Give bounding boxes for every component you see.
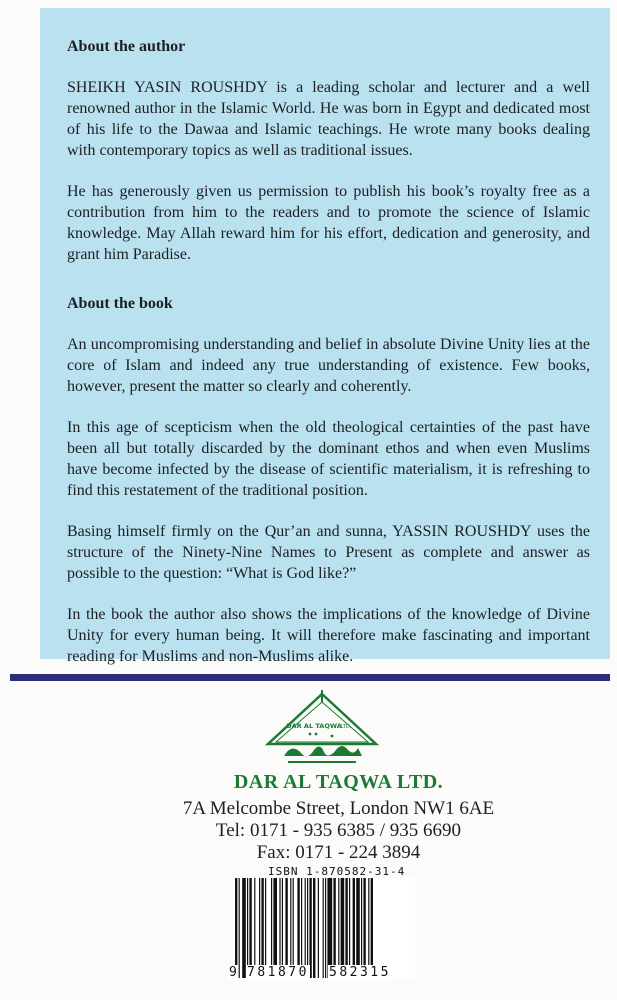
logo-ltd: LTD. (340, 724, 352, 730)
barcode-digit-first: 9 (229, 965, 237, 980)
barcode-digits-group-2: 582315 (329, 965, 391, 980)
barcode-bar (282, 878, 283, 978)
barcode-bar (371, 878, 373, 978)
author-paragraph-1: SHEIKH YASIN ROUSHDY is a leading scholar and lecturer and a well renowned author in the Islamic World. He was born in Egypt and dedicated most of his life to the Dawaa and Islamic teachings. He wrote many books dealing with contemporary topics as well as traditional issues. (67, 79, 590, 159)
isbn-barcode (233, 878, 415, 978)
barcode-bar (265, 878, 266, 978)
barcode-bar (249, 878, 251, 978)
publisher-address: 7A Melcombe Street, London NW1 6AE (182, 798, 495, 819)
barcode-bar (325, 878, 326, 978)
author-paragraph-2: He has generously given us permission to publish his book’s royalty free as a contribution from him to the readers and to promote the science of Islamic knowledge. May Allah reward him for his effort, dedication and generosity, and grant him Paradise. (67, 183, 590, 263)
barcode-bar (309, 878, 311, 978)
barcode-bar (338, 878, 339, 978)
book-paragraph-1: An uncompromising understanding and belief in absolute Divine Unity lies at the core of Islam and indeed any true understanding of existence. Few books, however, present the matter so clearly and coherently. (67, 336, 590, 395)
publisher-fax: Fax: 0171 - 224 3894 (256, 842, 421, 863)
barcode-bar (363, 878, 365, 978)
barcode-bar (307, 878, 308, 978)
barcode-bar (333, 878, 335, 978)
barcode-bar (290, 878, 291, 978)
barcode-bar (327, 878, 332, 978)
barcode-bar (356, 878, 360, 978)
barcode-bar (247, 878, 248, 978)
barcode-bar (349, 878, 350, 978)
barcode-bar (239, 878, 240, 978)
barcode-bar (361, 878, 362, 978)
book-paragraph-3: Basing himself firmly on the Qur’an and sunna, YASSIN ROUSHDY uses the structure of the Ninety-Nine Names to Present as complete and answer as possible to the question: “What is God like?” (67, 523, 590, 582)
barcode-bar (305, 878, 306, 978)
about-author-heading: About the author (67, 38, 186, 55)
divider-rule (10, 674, 610, 681)
barcode-bar (285, 878, 287, 978)
barcode-bar (368, 878, 369, 978)
barcode-bar (273, 878, 277, 978)
barcode-bar (313, 878, 315, 978)
book-paragraph-4: In the book the author also shows the implications of the knowledge of Divine Unity for every human being. It will therefore make fascinating and important reading for Muslims and non-Muslims alike. (67, 606, 590, 665)
barcode-bar (345, 878, 347, 978)
barcode-bar (293, 878, 294, 978)
about-book-heading: About the book (67, 295, 173, 312)
barcode-bar (279, 878, 280, 978)
publisher-telephone: Tel: 0171 - 935 6385 / 935 6690 (215, 820, 462, 841)
barcode-bar (297, 878, 299, 978)
barcode-bar (301, 878, 302, 978)
barcode-bar (323, 878, 324, 978)
isbn-label: ISBN 1-870582-31-4 (268, 865, 406, 878)
barcode-bar (318, 878, 319, 978)
barcode-digits-group-1: 781870 (247, 965, 309, 980)
logo-wordmark: DAR AL TAQWA (286, 722, 342, 730)
barcode-bar (259, 878, 260, 978)
publisher-name: DAR AL TAQWA LTD. (233, 771, 444, 793)
barcode-bar (353, 878, 355, 978)
barcode-bar (341, 878, 345, 978)
book-paragraph-2: In this age of scepticism when the old theological certainties of the past have been all but totally discarded by the dominant ethos and when even Muslims have become infected by the disease of scientific materialism, it is refreshing to find this restatement of the traditional position. (67, 419, 590, 499)
publisher-logo (264, 690, 380, 766)
barcode-bar (242, 878, 246, 978)
back-cover-blurb-panel (40, 8, 610, 665)
barcode-bar (254, 878, 255, 978)
barcode-bar (271, 878, 272, 978)
barcode-bar (235, 878, 237, 978)
barcode-bar (261, 878, 263, 978)
